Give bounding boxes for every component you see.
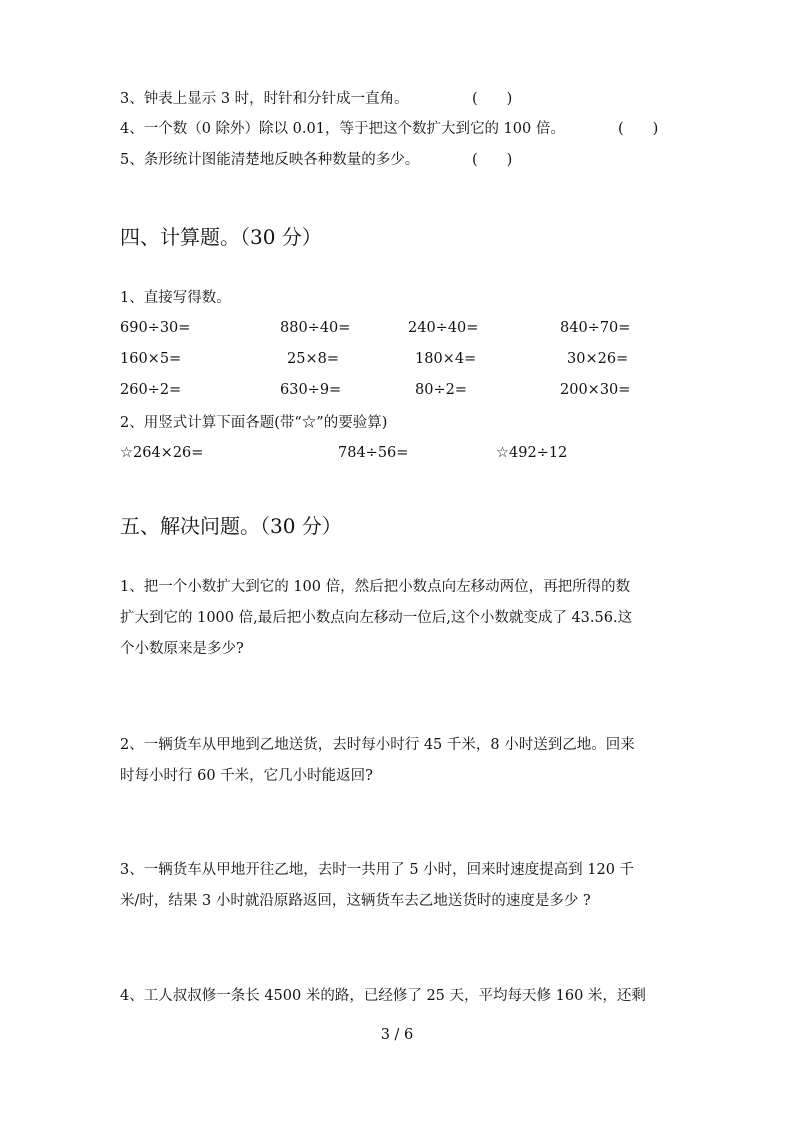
calc-cell: 180×4= [415,351,477,367]
answer-paren[interactable]: ( ) [618,121,659,137]
vertical-calc-item: ☆492÷12 [496,445,568,461]
judgment-item-4 [120,119,659,139]
calc-cell: 160×5= [120,351,182,367]
judgment-item-3 [120,89,513,109]
calc-cell: 30×26= [567,351,629,367]
calc-cell: 200×30= [560,382,631,398]
problem-1-line: 扩大到它的 1000 倍,最后把小数点向左移动一位后,这个小数就变成了 43.56.这 [120,610,633,626]
calc-cell: 880÷40= [280,320,351,336]
judgment-text: 5、条形统计图能清楚地反映各种数量的多少。 [120,152,420,168]
problem-3-line: 米/时，结果 3 小时就沿原路返回，这辆货车去乙地送货时的速度是多少 ? [120,893,591,909]
calc-cell: 260÷2= [120,382,182,398]
judgment-text: 3、钟表上显示 3 时，时针和分针成一直角。 [120,91,409,107]
q2-title: 2、用竖式计算下面各题(带“☆”的要验算) [120,415,388,431]
problem-2-line: 时每小时行 60 千米，它几小时能返回? [120,768,373,784]
page-number: 3 / 6 [380,1027,414,1043]
problem-2-line: 2、一辆货车从甲地到乙地送货，去时每小时行 45 千米，8 小时送到乙地。回来 [120,737,635,753]
problem-1-line: 个小数原来是多少? [120,641,244,657]
calc-cell: 630÷9= [280,382,342,398]
answer-paren[interactable]: ( ) [472,91,513,107]
calc-cell: 690÷30= [120,320,191,336]
problem-3-line: 3、一辆货车从甲地开往乙地，去时一共用了 5 小时，回来时速度提高到 120 千 [120,862,635,878]
judgment-item-5 [120,150,513,170]
problem-1-line: 1、把一个小数扩大到它的 100 倍，然后把小数点向左移动两位，再把所得的数 [120,579,631,595]
q1-title: 1、直接写得数。 [120,290,231,306]
answer-paren[interactable]: ( ) [472,152,513,168]
calc-cell: 840÷70= [560,320,631,336]
section-5-title: 五、解决问题。（30 分） [120,514,342,538]
calc-cell: 240÷40= [408,320,479,336]
judgment-text: 4、一个数（0 除外）除以 0.01，等于把这个数扩大到它的 100 倍。 [120,121,565,137]
vertical-calc-item: 784÷56= [338,445,409,461]
calc-cell: 25×8= [287,351,339,367]
calc-cell: 80÷2= [415,382,467,398]
problem-4-line: 4、工人叔叔修一条长 4500 米的路，已经修了 25 天，平均每天修 160 米，还剩 [120,988,646,1004]
vertical-calc-item: ☆264×26= [120,445,204,461]
section-4-title: 四、计算题。（30 分） [120,225,322,249]
